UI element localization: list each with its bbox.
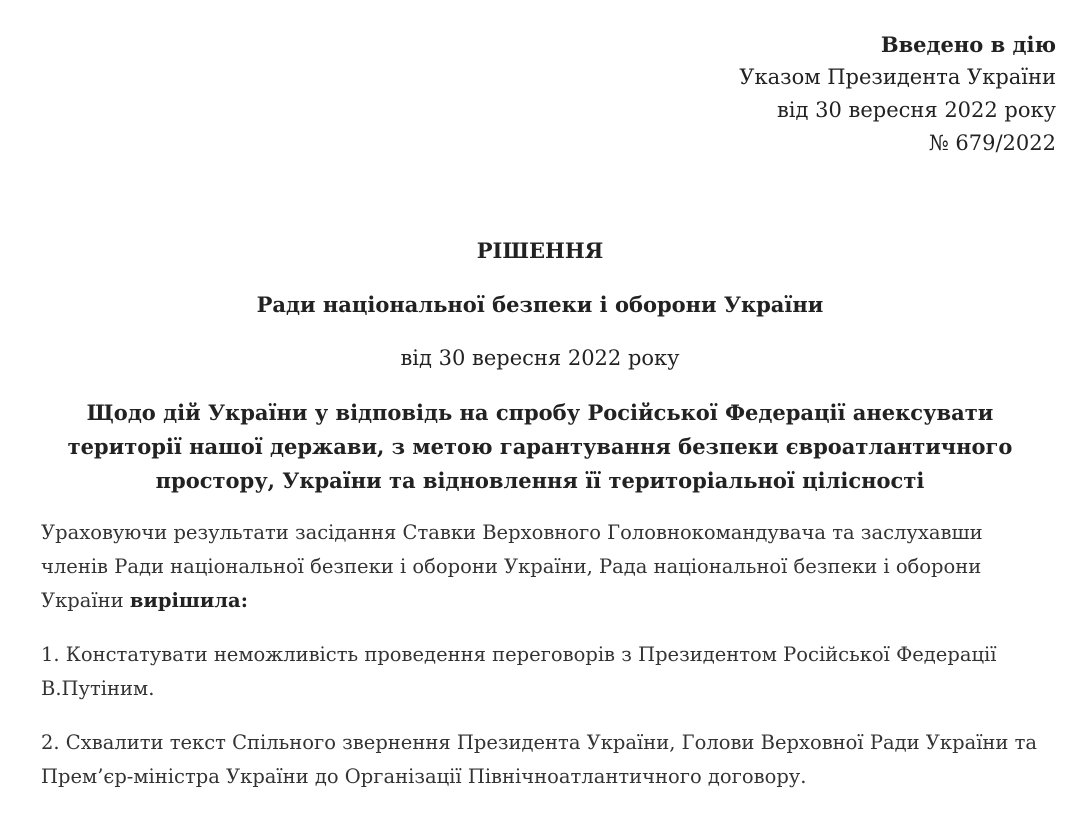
intro-text: Ураховуючи результати засідання Ставки Верховного Головнокомандувача та заслухавши членів Ради національної безпеки і оборони України, Рада національної безпеки і оборони України <box>41 521 983 612</box>
decision-item-2: 2. Схвалити текст Спільного звернення Президента України, Голови Верховної Ради України та Прем’єр-міністра України до Організації Північноатлантичного договору. <box>41 731 1038 788</box>
intro-colon: : <box>240 589 248 612</box>
intro-paragraph <box>41 516 1050 618</box>
decision-date: від 30 вересня 2022 року <box>400 346 680 370</box>
decision-item-1: 1. Констатувати неможливість проведення переговорів з Президентом Російської Федерації В.Путіним. <box>41 643 997 700</box>
decision-subject <box>24 396 1056 498</box>
subject-line: території нашої держави, з метою гарантування безпеки євроатлантичного <box>67 434 1013 459</box>
enactment-date: від 30 вересня 2022 року <box>776 98 1056 122</box>
subject-line: Щодо дій України у відповідь на спробу Російської Федерації анексувати <box>86 400 994 425</box>
enactment-heading: Введено в дію <box>880 32 1056 57</box>
intro-decided: вирішила <box>129 589 241 612</box>
enactment-decree: Указом Президента України <box>739 65 1056 89</box>
enactment-number: № 679/2022 <box>928 131 1056 155</box>
council-name: Ради національної безпеки і оборони України <box>256 292 824 317</box>
subject-line: простору, України та відновлення її територіальної цілісності <box>155 468 925 493</box>
enactment-note <box>739 28 1056 160</box>
decision-title: РІШЕННЯ <box>476 238 604 263</box>
